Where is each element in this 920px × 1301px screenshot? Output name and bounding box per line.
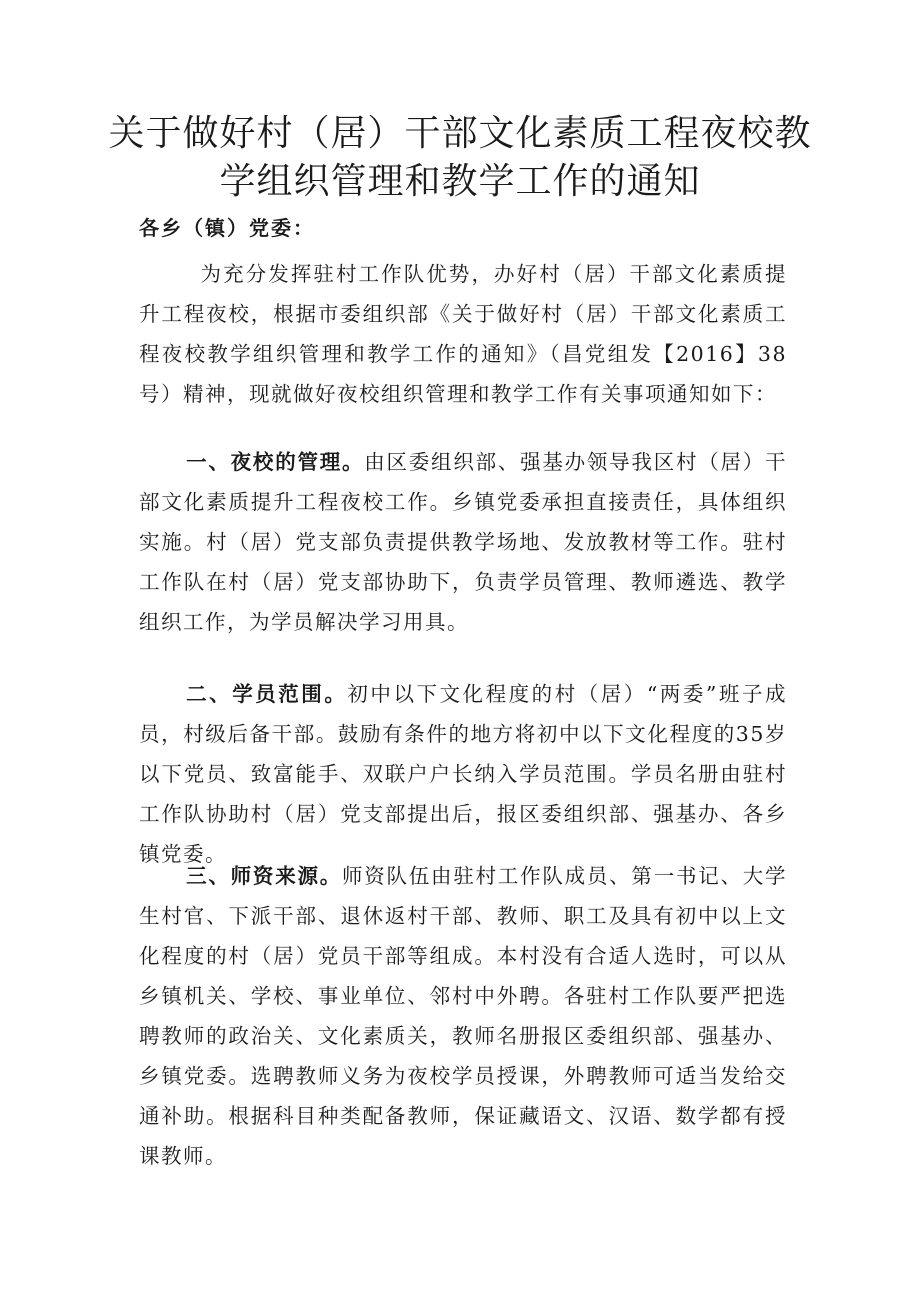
section-3-paragraph <box>139 856 787 1176</box>
salutation: 各乡（镇）党委： <box>139 216 315 240</box>
section-1-paragraph <box>139 442 787 642</box>
section-2-paragraph <box>139 674 787 874</box>
document-title-line-2: 学组织管理和教学工作的通知 <box>219 161 701 202</box>
section-3-heading: 三、师资来源。 <box>186 864 342 888</box>
section-3-body: 师资队伍由驻村工作队成员、第一书记、大学生村官、下派干部、退休返村干部、教师、职工及具有初中以上文化程度的村（居）党员干部等组成。本村没有合适人选时，可以从乡镇机关、学校、事业单位、邻村中外聘。各驻村工作队要严把选聘教师的政治关、文化素质关，教师名册报区委组织部、强基办、乡镇党委。选聘教师义务为夜校学员授课，外聘教师可适当发给交通补助。根据科目种类配备教师，保证藏语文、汉语、数学都有授课教师。 <box>139 864 788 1168</box>
document-title-line-1: 关于做好村（居）干部文化素质工程夜校教 <box>108 113 812 154</box>
intro-paragraph: 为充分发挥驻村工作队优势，办好村（居）干部文化素质提升工程夜校，根据市委组织部《关于做好村（居）干部文化素质工程夜校教学组织管理和教学工作的通知》（昌党组发【2016】38号）精神，现就做好夜校组织管理和教学工作有关事项通知如下： <box>139 262 787 406</box>
section-1-body: 由区委组织部、强基办领导我区村（居）干部文化素质提升工程夜校工作。乡镇党委承担直接责任，具体组织实施。村（居）党支部负责提供教学场地、发放教材等工作。驻村工作队在村（居）党支部协助下，负责学员管理、教师遴选、教学组织工作，为学员解决学习用具。 <box>139 450 788 634</box>
section-2-body: 初中以下文化程度的村（居）“两委”班子成员，村级后备干部。鼓励有条件的地方将初中以下文化程度的35岁以下党员、致富能手、双联户户长纳入学员范围。学员名册由驻村工作队协助村（居）党支部提出后，报区委组织部、强基办、各乡镇党委。 <box>139 682 788 866</box>
section-1-heading: 一、夜校的管理。 <box>186 450 365 474</box>
section-2-heading: 二、学员范围。 <box>186 682 348 706</box>
